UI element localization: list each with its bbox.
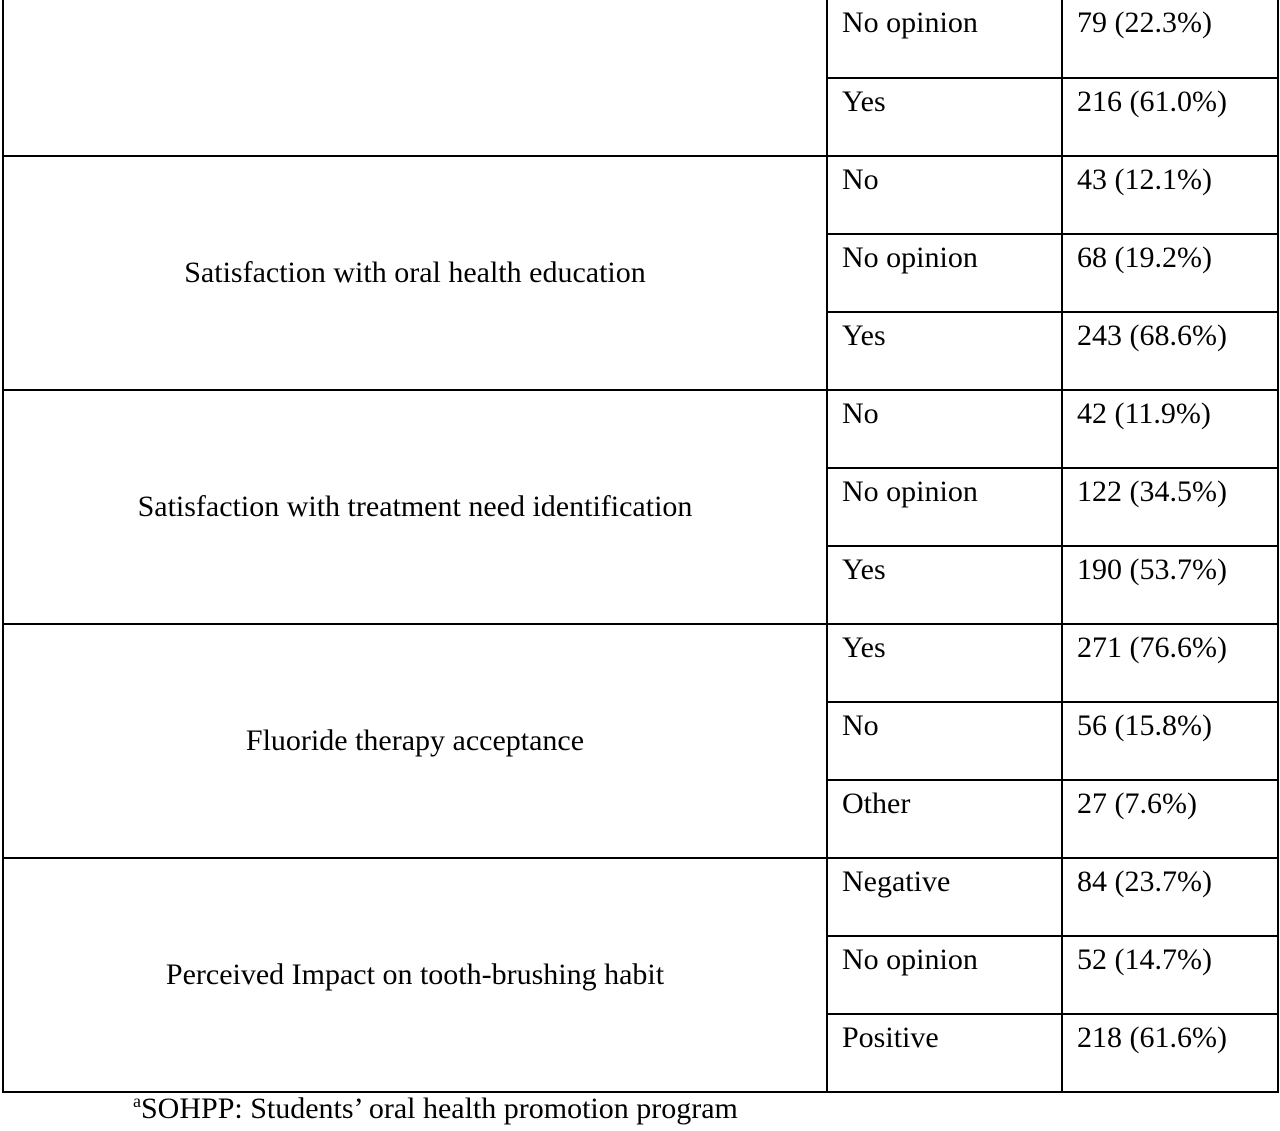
response-option-cell: No opinion [827, 936, 1062, 1014]
response-option-cell: No [827, 156, 1062, 234]
footnote-text: SOHPP: Students’ oral health promotion program [141, 1092, 738, 1125]
count-percent-cell: 84 (23.7%) [1062, 858, 1278, 936]
response-option-cell: Positive [827, 1014, 1062, 1092]
response-option-cell: Yes [827, 624, 1062, 702]
count-percent-cell: 43 (12.1%) [1062, 156, 1278, 234]
count-percent-cell: 68 (19.2%) [1062, 234, 1278, 312]
table-row [3, 0, 1278, 78]
table-footnote [133, 1091, 738, 1125]
response-option-cell: No [827, 390, 1062, 468]
response-option-cell: No opinion [827, 234, 1062, 312]
count-percent-cell: 218 (61.6%) [1062, 1014, 1278, 1092]
count-percent-cell: 52 (14.7%) [1062, 936, 1278, 1014]
group-label-cell: Perceived Impact on tooth-brushing habit [3, 858, 827, 1092]
table-row [3, 390, 1278, 468]
table-row [3, 156, 1278, 234]
response-option-cell: Negative [827, 858, 1062, 936]
response-option-cell: No opinion [827, 0, 1062, 78]
count-percent-cell: 271 (76.6%) [1062, 624, 1278, 702]
response-option-cell: Yes [827, 546, 1062, 624]
count-percent-cell: 216 (61.0%) [1062, 78, 1278, 156]
response-option-cell: Other [827, 780, 1062, 858]
group-label-cell: Satisfaction with treatment need identification [3, 390, 827, 624]
count-percent-cell: 79 (22.3%) [1062, 0, 1278, 78]
group-label-cell [3, 0, 827, 156]
count-percent-cell: 56 (15.8%) [1062, 702, 1278, 780]
count-percent-cell: 243 (68.6%) [1062, 312, 1278, 390]
table-body [3, 0, 1278, 1092]
response-option-cell: No [827, 702, 1062, 780]
count-percent-cell: 122 (34.5%) [1062, 468, 1278, 546]
group-label-cell: Satisfaction with oral health education [3, 156, 827, 390]
count-percent-cell: 190 (53.7%) [1062, 546, 1278, 624]
group-label-cell: Fluoride therapy acceptance [3, 624, 827, 858]
count-percent-cell: 42 (11.9%) [1062, 390, 1278, 468]
response-option-cell: Yes [827, 312, 1062, 390]
count-percent-cell: 27 (7.6%) [1062, 780, 1278, 858]
survey-results-table [2, 0, 1279, 1093]
footnote-marker: a [133, 1091, 141, 1111]
response-option-cell: No opinion [827, 468, 1062, 546]
table-row [3, 624, 1278, 702]
response-option-cell: Yes [827, 78, 1062, 156]
table-row [3, 858, 1278, 936]
